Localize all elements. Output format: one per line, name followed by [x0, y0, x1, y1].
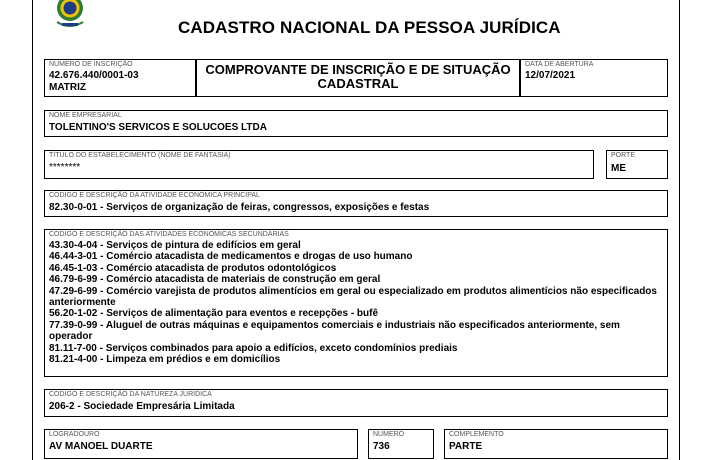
porte-box: [606, 150, 668, 179]
logradouro-box: [44, 429, 358, 459]
comprovante-line2: CADASTRAL: [317, 76, 399, 91]
abertura-label: DATA DE ABERTURA: [525, 61, 594, 68]
comprovante-box: [196, 59, 520, 97]
abertura-box: [520, 59, 668, 97]
natureza-value: 206-2 - Sociedade Empresária Limitada: [49, 401, 235, 412]
natureza-label: CÓDIGO E DESCRIÇÃO DA NATUREZA JURÍDICA: [49, 391, 212, 398]
numero-label: NÚMERO: [373, 431, 405, 438]
empresarial-box: [44, 110, 668, 137]
list-item: 81.11-7-00 - Serviços combinados para apoio a edifícios, exceto condomínios prediais: [49, 342, 458, 354]
list-item: 46.44-3-01 - Comércio atacadista de medicamentos e drogas de uso humano: [49, 251, 413, 263]
secundarias-label: CÓDIGO E DESCRIÇÃO DAS ATIVIDADES ECONÔMICAS SECUNDÁRIAS: [49, 231, 289, 238]
list-item: 56.20-1-02 - Serviços de alimentação para eventos e recepções - bufê: [49, 308, 379, 320]
fantasia-value: ********: [49, 162, 81, 173]
tipo-value: MATRIZ: [49, 82, 87, 93]
page-title: CADASTRO NACIONAL DA PESSOA JURÍDICA: [178, 18, 561, 37]
cnpj-value: 42.676.440/0001-03: [49, 70, 139, 81]
comprovante-line1: COMPROVANTE DE INSCRIÇÃO E DE SITUAÇÃO: [205, 62, 511, 77]
principal-box: [44, 190, 668, 217]
inscricao-label: NÚMERO DE INSCRIÇÃO: [49, 61, 133, 68]
principal-value: 82.30-0-01 - Serviços de organização de feiras, congressos, exposições e festas: [49, 202, 430, 213]
empresarial-label: NOME EMPRESARIAL: [49, 112, 122, 119]
complemento-label: COMPLEMENTO: [449, 431, 504, 438]
logradouro-label: LOGRADOURO: [49, 431, 100, 438]
complemento-value: PARTE: [449, 441, 483, 452]
list-item: 43.30-4-04 - Serviços de pintura de edifícios em geral: [49, 240, 301, 251]
numero-value: 736: [373, 441, 390, 452]
list-item: 46.79-6-99 - Comércio atacadista de materiais de construção em geral: [49, 274, 381, 286]
list-item: 46.45-1-03 - Comércio atacadista de produtos odontológicos: [49, 262, 337, 274]
empresarial-value: TOLENTINO'S SERVICOS E SOLUCOES LTDA: [49, 122, 267, 133]
numero-box: [368, 429, 434, 459]
fantasia-label: TÍTULO DO ESTABELECIMENTO (NOME DE FANTASIA): [49, 152, 231, 159]
porte-label: PORTE: [611, 152, 635, 159]
list-item: 81.21-4-00 - Limpeza em prédios e em domicílios: [49, 354, 281, 366]
natureza-box: [44, 389, 668, 417]
secundarias-box: [44, 229, 668, 377]
porte-value: ME: [611, 163, 626, 174]
list-item: 77.39-0-99 - Aluguel de outras máquinas e equipamentos comerciais e industriais não especificados anteriormente, sem operador: [49, 319, 620, 343]
inscricao-box: [44, 59, 196, 97]
list-item: 47.29-6-99 - Comércio varejista de produtos alimentícios em geral ou especializado em produtos alimentícios não especificados anteriormente: [49, 285, 657, 309]
republic-emblem-icon: [48, 0, 92, 30]
abertura-value: 12/07/2021: [525, 70, 576, 81]
secundarias-list: [49, 240, 657, 365]
logradouro-value: AV MANOEL DUARTE: [49, 441, 153, 452]
complemento-box: [444, 429, 668, 459]
fantasia-box: [44, 150, 594, 179]
principal-label: CÓDIGO E DESCRIÇÃO DA ATIVIDADE ECONÔMICA PRINCIPAL: [49, 192, 260, 199]
